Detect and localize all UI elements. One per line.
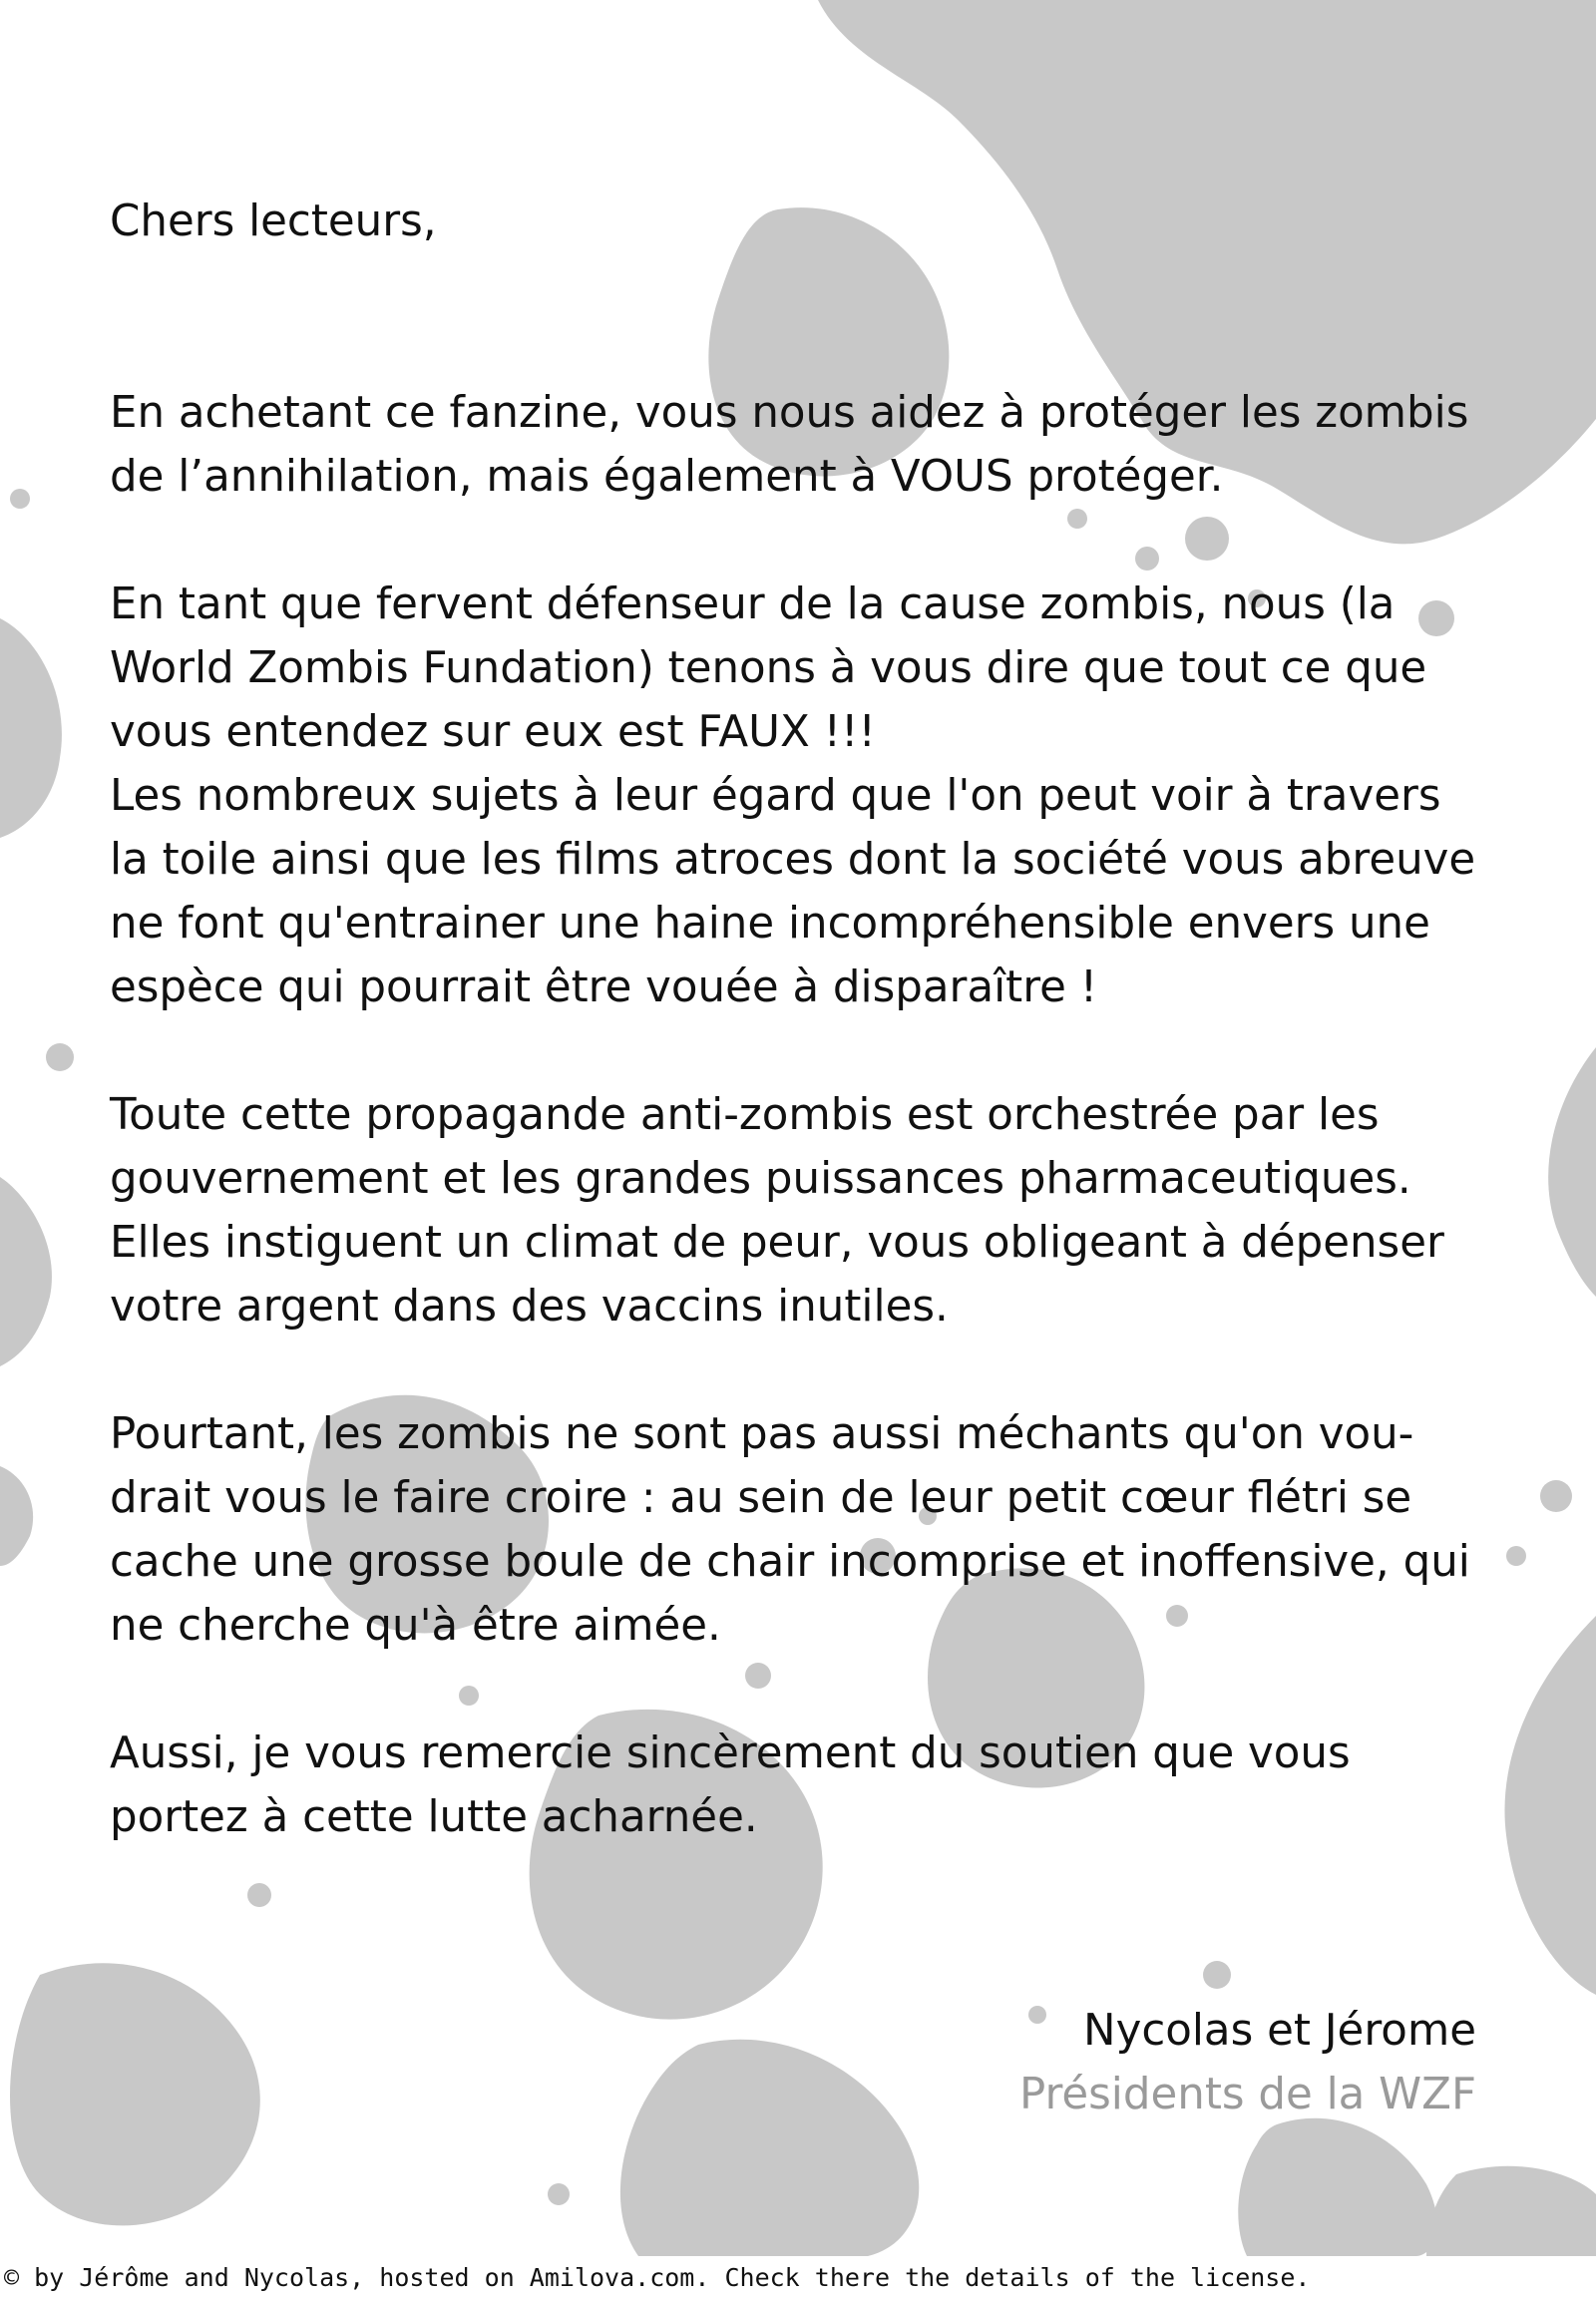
paragraph-line: Aussi, je vous remercie sincèrement du soutien que vous — [110, 1728, 1351, 1778]
paragraph-line: la toile ainsi que les films atroces dont la société vous abreuve — [110, 835, 1476, 885]
paragraph-line: Pourtant, les zombis ne sont pas aussi méchants qu'on vou- — [110, 1409, 1414, 1459]
letter-paragraph — [110, 1402, 1486, 1658]
letter-greeting: Chers lecteurs, — [110, 196, 437, 246]
letter-body — [110, 190, 1486, 1913]
paragraph-line: Toute cette propagande anti-zombis est orchestrée par les — [110, 1090, 1380, 1140]
paragraph-line: vous entendez sur eux est FAUX !!! — [110, 707, 876, 757]
paragraph-line: gouvernement et les grandes puissances pharmaceutiques. — [110, 1154, 1411, 1204]
paragraph-line: cache une grosse boule de chair incomprise et inoffensive, qui — [110, 1537, 1470, 1587]
letter-paragraph — [110, 573, 1486, 764]
paragraph-line: de l’annihilation, mais également à VOUS protéger. — [110, 452, 1224, 502]
paragraph-line: Les nombreux sujets à leur égard que l'on peut voir à travers — [110, 771, 1441, 821]
paragraph-line: En achetant ce fanzine, vous nous aidez à protéger les zombis — [110, 388, 1469, 438]
signature-block — [1019, 1999, 1476, 2126]
paragraph-line: World Zombis Fundation) tenons à vous dire que tout ce que — [110, 643, 1427, 693]
paragraph-line: espèce qui pourrait être vouée à disparaître ! — [110, 962, 1098, 1012]
paragraph-line: drait vous le faire croire : au sein de leur petit cœur flétri se — [110, 1473, 1412, 1523]
letter-paragraph — [110, 381, 1486, 509]
signature-role: Présidents de la WZF — [1018, 2070, 1476, 2119]
paragraph-line: portez à cette lutte acharnée. — [110, 1792, 758, 1842]
paragraph-line: ne font qu'entrainer une haine incompréhensible envers une — [110, 899, 1430, 949]
paragraph-line: votre argent dans des vaccins inutiles. — [110, 1282, 949, 1332]
paragraph-line: En tant que fervent défenseur de la cause zombis, nous (la — [110, 579, 1396, 629]
letter-paragraph — [110, 1722, 1486, 1849]
paragraph-line: ne cherche qu'à être aimée. — [110, 1601, 721, 1651]
letter-paragraph — [110, 764, 1486, 1019]
letter-paragraph — [110, 1083, 1486, 1339]
signature-names: Nycolas et Jérome — [1083, 2006, 1476, 2056]
license-footer: © by Jérôme and Nycolas, hosted on Amilova.com. Check there the details of the license. — [0, 2256, 1596, 2299]
paragraph-line: Elles instiguent un climat de peur, vous obligeant à dépenser — [110, 1218, 1444, 1268]
